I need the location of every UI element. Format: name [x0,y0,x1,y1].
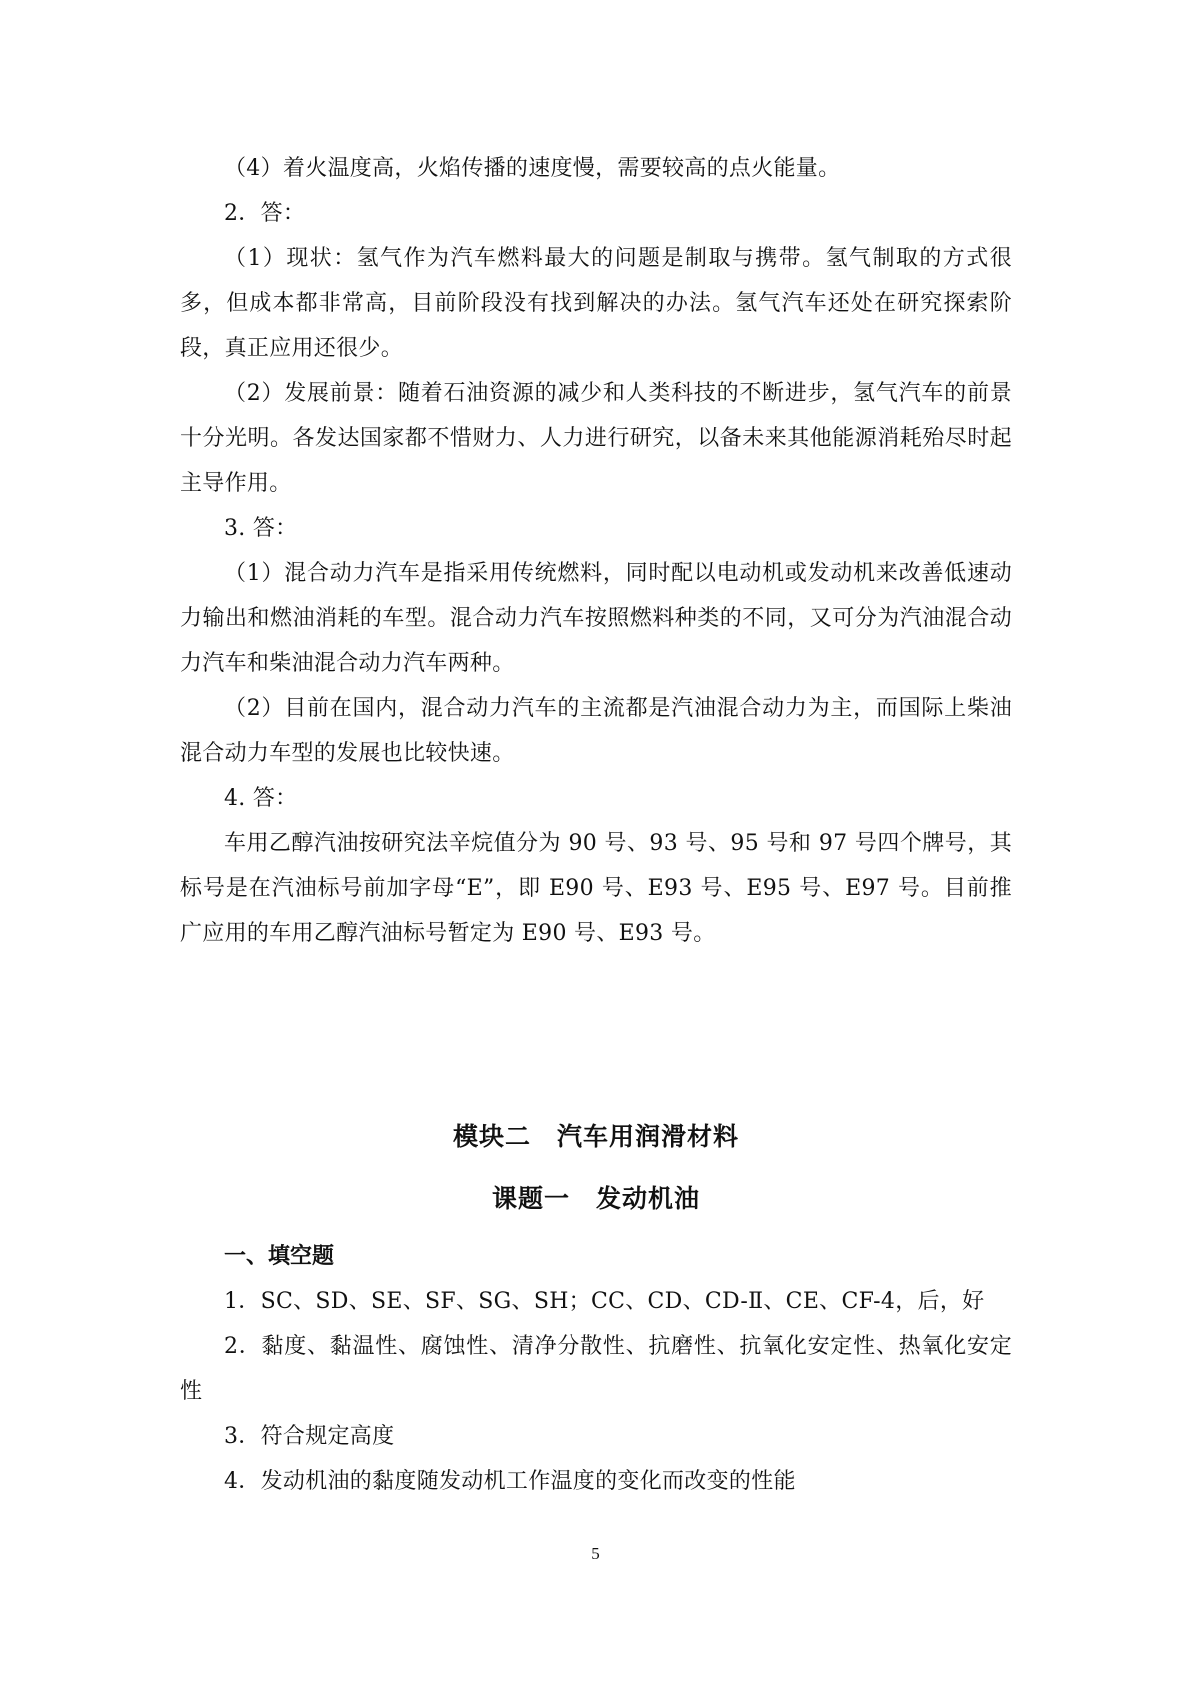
answer-number-2: 2．答： [224,201,306,226]
answer-paragraph: 车用乙醇汽油按研究法辛烷值分为 90 号、93 号、95 号和 97 号四个牌号，其标号是在汽油标号前加字母“E”，即 E90 号、E93 号、E95 号、E97 号。目前推广应用的车用乙醇汽油标号暂定为 E90 号、E93 号。 [180,831,1012,946]
fill-blank-answer: 2．黏度、黏温性、腐蚀性、清净分散性、抗磨性、抗氧化安定性、热氧化安定性 [180,1334,1012,1404]
section-heading: 一、填空题 [224,1244,335,1269]
fill-blank-answer: 3．符合规定高度 [224,1424,395,1449]
page-number: 5 [591,1544,600,1563]
answer-paragraph: （1）混合动力汽车是指采用传统燃料，同时配以电动机或发动机来改善低速动力输出和燃油消耗的车型。混合动力汽车按照燃料种类的不同，又可分为汽油混合动力汽车和柴油混合动力汽车两种。 [180,561,1012,676]
module-title: 模块二 汽车用润滑材料 [452,1122,739,1151]
fill-blank-answer: 4．发动机油的黏度随发动机工作温度的变化而改变的性能 [224,1469,796,1494]
answer-number-4: 4. 答： [224,786,298,811]
answer-paragraph: （2）目前在国内，混合动力汽车的主流都是汽油混合动力为主，而国际上柴油混合动力车型的发展也比较快速。 [180,696,1012,766]
fill-blank-answer: 1．SC、SD、SE、SF、SG、SH；CC、CD、CD-Ⅱ、CE、CF-4，后，好 [224,1289,985,1314]
answer-number-3: 3. 答： [224,516,298,541]
lesson-title: 课题一 发动机油 [491,1184,700,1213]
answer-paragraph: （2）发展前景：随着石油资源的减少和人类科技的不断进步，氢气汽车的前景十分光明。各发达国家都不惜财力、人力进行研究，以备未来其他能源消耗殆尽时起主导作用。 [180,381,1012,496]
answer-paragraph: （4）着火温度高，火焰传播的速度慢，需要较高的点火能量。 [224,156,841,181]
page-content [180,146,1012,1504]
answer-paragraph: （1）现状：氢气作为汽车燃料最大的问题是制取与携带。氢气制取的方式很多，但成本都非常高，目前阶段没有找到解决的办法。氢气汽车还处在研究探索阶段，真正应用还很少。 [180,246,1012,361]
section-spacer [180,956,1012,1106]
